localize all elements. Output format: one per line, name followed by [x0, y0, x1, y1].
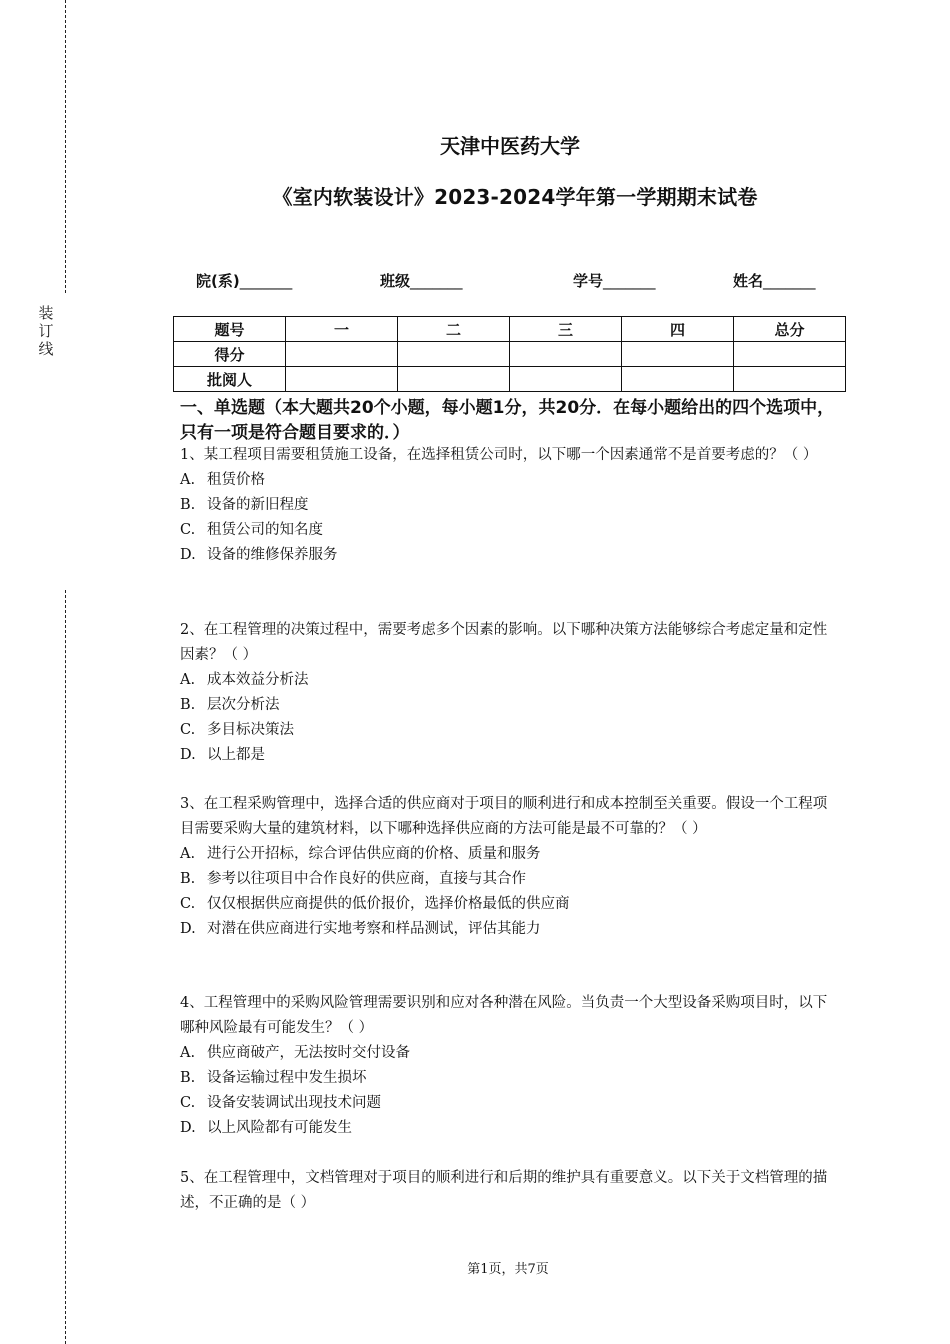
section-heading: 一、单选题（本大题共20个小题，每小题1分，共20分．在每小题给出的四个选项中，只有一项是符合题目要求的．）: [180, 398, 835, 443]
option-letter: C.: [180, 722, 196, 738]
option-text: 设备运输过程中发生损坏: [207, 1070, 367, 1086]
option-letter: C.: [180, 896, 196, 912]
question-stem: 4、工程管理中的采购风险管理需要识别和应对各种潜在风险。当负责一个大型设备采购项目时，以下哪种风险最有可能发生？（ ）: [180, 995, 828, 1036]
field-label: 姓名: [733, 272, 764, 290]
grader-cell[interactable]: [622, 367, 734, 392]
field-blank[interactable]: _______: [239, 272, 293, 290]
option-text: 成本效益分析法: [207, 672, 309, 688]
department-field[interactable]: [196, 270, 292, 291]
binding-char: 订: [38, 322, 54, 340]
option-letter: A.: [180, 672, 196, 688]
option-a[interactable]: [180, 842, 840, 867]
option-b[interactable]: [180, 1066, 840, 1091]
binding-char: 线: [38, 340, 54, 358]
option-c[interactable]: [180, 892, 840, 917]
option-text: 参考以往项目中合作良好的供应商，直接与其合作: [207, 871, 526, 887]
field-blank[interactable]: _______: [603, 272, 656, 290]
option-letter: A.: [180, 846, 196, 862]
score-table: [173, 316, 846, 392]
table-header-cell: 二: [398, 317, 510, 342]
option-text: 设备的维修保养服务: [207, 547, 338, 563]
option-text: 供应商破产，无法按时交付设备: [207, 1045, 410, 1061]
field-blank[interactable]: _______: [763, 272, 816, 290]
question-1: [180, 443, 840, 568]
option-text: 租赁价格: [207, 472, 265, 488]
option-letter: D.: [180, 921, 196, 937]
option-b[interactable]: [180, 867, 840, 892]
grader-cell[interactable]: [286, 367, 398, 392]
row-label-cell: 得分: [174, 342, 286, 367]
option-a[interactable]: [180, 1041, 840, 1066]
option-c[interactable]: [180, 518, 840, 543]
grader-cell[interactable]: [510, 367, 622, 392]
option-letter: B.: [180, 497, 196, 513]
row-label-cell: 批阅人: [174, 367, 286, 392]
option-letter: C.: [180, 1095, 196, 1111]
binding-label: [38, 304, 54, 358]
option-letter: B.: [180, 697, 196, 713]
binding-char: 装: [38, 304, 54, 322]
table-header-cell: 三: [510, 317, 622, 342]
grader-cell[interactable]: [398, 367, 510, 392]
score-table-header-row: [174, 317, 846, 342]
option-a[interactable]: [180, 468, 840, 493]
question-stem: 5、在工程管理中，文档管理对于项目的顺利进行和后期的维护具有重要意义。以下关于文档管理的描述，不正确的是（ ）: [180, 1170, 828, 1211]
exam-title: 《室内软装设计》2023-2024学年第一学期期末试卷: [272, 185, 758, 209]
question-2: [180, 618, 840, 768]
option-letter: C.: [180, 522, 196, 538]
score-cell[interactable]: [510, 342, 622, 367]
field-label: 院(系): [196, 272, 240, 290]
field-label: 学号: [573, 272, 604, 290]
option-c[interactable]: [180, 1091, 840, 1116]
option-b[interactable]: [180, 693, 840, 718]
score-cell[interactable]: [398, 342, 510, 367]
page-number: 第1页，共7页: [467, 1262, 549, 1277]
option-text: 以上都是: [207, 747, 265, 763]
option-text: 多目标决策法: [207, 722, 294, 738]
option-a[interactable]: [180, 668, 840, 693]
option-text: 层次分析法: [207, 697, 280, 713]
option-text: 对潜在供应商进行实地考察和样品测试，评估其能力: [207, 921, 541, 937]
option-letter: D.: [180, 1120, 196, 1136]
option-c[interactable]: [180, 718, 840, 743]
grader-row: [174, 367, 846, 392]
option-d[interactable]: [180, 917, 840, 942]
field-blank[interactable]: _______: [410, 272, 463, 290]
option-text: 租赁公司的知名度: [207, 522, 323, 538]
binding-line-bottom: [65, 590, 66, 1344]
option-d[interactable]: [180, 1116, 840, 1141]
option-d[interactable]: [180, 543, 840, 568]
option-text: 设备的新旧程度: [207, 497, 309, 513]
option-text: 仅仅根据供应商提供的低价报价，选择价格最低的供应商: [207, 896, 570, 912]
option-text: 以上风险都有可能发生: [207, 1120, 352, 1136]
score-cell[interactable]: [286, 342, 398, 367]
option-letter: A.: [180, 472, 196, 488]
option-b[interactable]: [180, 493, 840, 518]
score-cell[interactable]: [622, 342, 734, 367]
school-name: 天津中医药大学: [440, 134, 580, 158]
question-5: [180, 1166, 840, 1216]
table-header-cell: 总分: [734, 317, 846, 342]
grader-cell[interactable]: [734, 367, 846, 392]
option-letter: B.: [180, 1070, 196, 1086]
question-stem: 1、某工程项目需要租赁施工设备，在选择租赁公司时，以下哪一个因素通常不是首要考虑的？（ ）: [180, 447, 818, 463]
option-letter: D.: [180, 747, 196, 763]
table-header-cell: 一: [286, 317, 398, 342]
option-letter: A.: [180, 1045, 196, 1061]
option-letter: D.: [180, 547, 196, 563]
class-field[interactable]: [380, 270, 463, 291]
field-label: 班级: [380, 272, 411, 290]
option-letter: B.: [180, 871, 196, 887]
question-4: [180, 991, 840, 1141]
option-text: 进行公开招标，综合评估供应商的价格、质量和服务: [207, 846, 541, 862]
question-stem: 3、在工程采购管理中，选择合适的供应商对于项目的顺利进行和成本控制至关重要。假设一个工程项目需要采购大量的建筑材料，以下哪种选择供应商的方法可能是最不可靠的？（ ）: [180, 796, 828, 837]
table-header-cell: 四: [622, 317, 734, 342]
question-stem: 2、在工程管理的决策过程中，需要考虑多个因素的影响。以下哪种决策方法能够综合考虑定量和定性因素？（ ）: [180, 622, 828, 663]
name-field[interactable]: [733, 270, 816, 291]
student-id-field[interactable]: [573, 270, 656, 291]
score-row: [174, 342, 846, 367]
option-text: 设备安装调试出现技术问题: [207, 1095, 381, 1111]
score-cell[interactable]: [734, 342, 846, 367]
table-header-cell: 题号: [174, 317, 286, 342]
option-d[interactable]: [180, 743, 840, 768]
question-3: [180, 792, 840, 942]
